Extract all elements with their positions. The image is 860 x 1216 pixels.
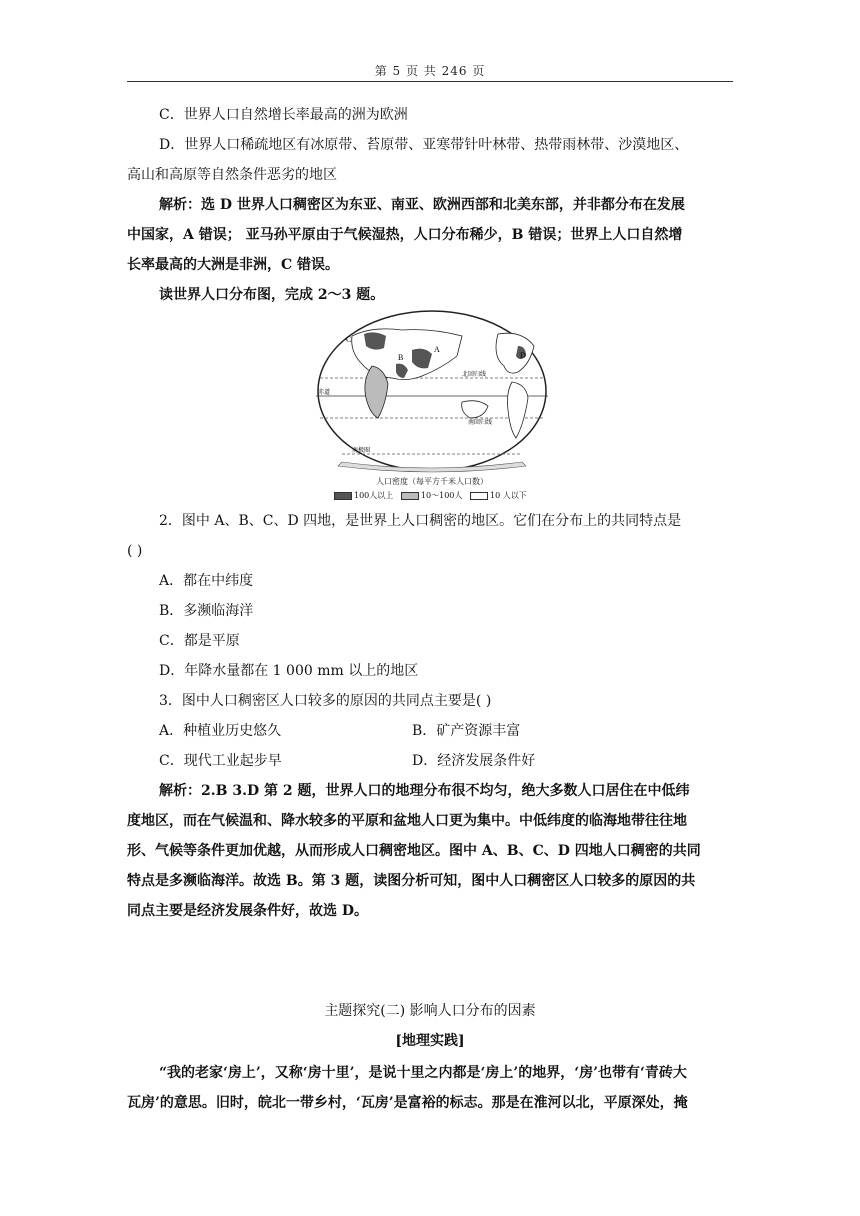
legend-swatch-mid — [401, 492, 419, 500]
label-tropic-cancer: 北回归线 — [462, 371, 487, 378]
q23-answer-text1: 2.B 3.D 第 2 题，世界人口的地理分布很不均匀，绝大多数人口居住在中低纬 — [201, 783, 690, 799]
q3-option-c: C．现代工业起步早 — [159, 753, 282, 769]
q3-stem: 3．图中人口稠密区人口较多的原因的共同点主要是( ) — [159, 693, 492, 709]
q23-answer-line4: 特点是多濒临海洋。故选 B。第 3 题，读图分析可知，图中人口稠密区人口较多的原因的共 — [127, 873, 696, 889]
label-tropic-capricorn: 南回归线 — [468, 419, 493, 426]
q2-option-d: D．年降水量都在 1 000 mm 以上的地区 — [159, 663, 419, 679]
q3-option-b: B．矿产资源丰富 — [412, 723, 521, 739]
q3-option-a: A．种植业历史悠久 — [159, 723, 282, 739]
q23-answer-label: 解析： — [159, 783, 201, 799]
legend-swatch-high — [334, 492, 352, 500]
page-header: 第 5 页 共 246 页 — [374, 64, 486, 78]
q1-option-d-line1: D．世界人口稀疏地区有冰原带、苔原带、亚寒带针叶林带、热带雨林带、沙漠地区、 — [159, 137, 689, 153]
q3-option-d: D．经济发展条件好 — [412, 753, 536, 769]
q1-answer-line1 — [159, 190, 685, 220]
map-intro: 读世界人口分布图，完成 2～3 题。 — [159, 287, 385, 303]
q2-stem-line1: 2．图中 A、B、C、D 四地，是世界上人口稠密的地区。它们在分布上的共同特点是 — [159, 513, 682, 529]
section-title: 主题探究(二) 影响人口分布的因素 — [324, 1003, 536, 1019]
letter-d: D — [520, 351, 526, 360]
label-antarctic-circle: 南极圈 — [352, 447, 371, 454]
letter-c: C — [346, 335, 352, 344]
q2-option-a: A．都在中纬度 — [159, 573, 254, 589]
q23-answer-line3: 形、气候等条件更加优越，从而形成人口稠密地区。图中 A、B、C、D 四地人口稠密的共同 — [127, 843, 701, 859]
q23-answer-line1 — [159, 776, 689, 806]
section-subtitle: [地理实践] — [395, 1033, 465, 1049]
map-legend-title: 人口密度（每平方千米人口数） — [376, 477, 488, 486]
q1-option-d-line2: 高山和高原等自然条件恶劣的地区 — [127, 167, 337, 183]
q1-option-c: C．世界人口自然增长率最高的洲为欧洲 — [159, 107, 408, 123]
q23-answer-line5: 同点主要是经济发展条件好，故选 D。 — [127, 903, 369, 919]
q1-answer-line2: 中国家，A 错误； 亚马孙平原由于气候湿热，人口分布稀少，B 错误；世界上人口自然增 — [127, 227, 683, 243]
q1-answer-line3: 长率最高的大洲是非洲，C 错误。 — [127, 257, 340, 273]
section-para-line1: “我的老家‘房上’，又称‘房十里’，是说十里之内都是‘房上’的地界，‘房’也带有‘青砖大 — [159, 1065, 687, 1081]
q2-option-b: B．多濒临海洋 — [159, 603, 254, 619]
q2-option-c: C．都是平原 — [159, 633, 240, 649]
q1-answer-text1: 选 D 世界人口稠密区为东亚、南亚、欧洲西部和北美东部，并非都分布在发展 — [201, 197, 685, 213]
header-rule — [127, 81, 733, 82]
letter-b: B — [398, 353, 404, 362]
map-svg — [312, 306, 552, 476]
q2-stem-line2: ( ) — [127, 543, 143, 559]
legend-high-label: 100人以上 — [354, 491, 394, 500]
section-para-line2: 瓦房’的意思。旧时，皖北一带乡村，‘瓦房’是富裕的标志。那是在淮河以北，平原深处，掩 — [127, 1095, 688, 1111]
q1-answer-label: 解析： — [159, 197, 201, 213]
q23-answer-line2: 度地区，而在气候温和、降水较多的平原和盆地人口更为集中。中低纬度的临海地带往往地 — [127, 813, 687, 829]
map-legend — [334, 490, 527, 501]
label-equator: 赤道 — [318, 389, 331, 396]
legend-low-label: 10 人以下 — [490, 491, 527, 500]
legend-mid-label: 10～100人 — [420, 491, 463, 500]
world-population-map — [312, 306, 552, 502]
legend-swatch-low — [470, 492, 488, 500]
letter-a: A — [434, 345, 440, 354]
